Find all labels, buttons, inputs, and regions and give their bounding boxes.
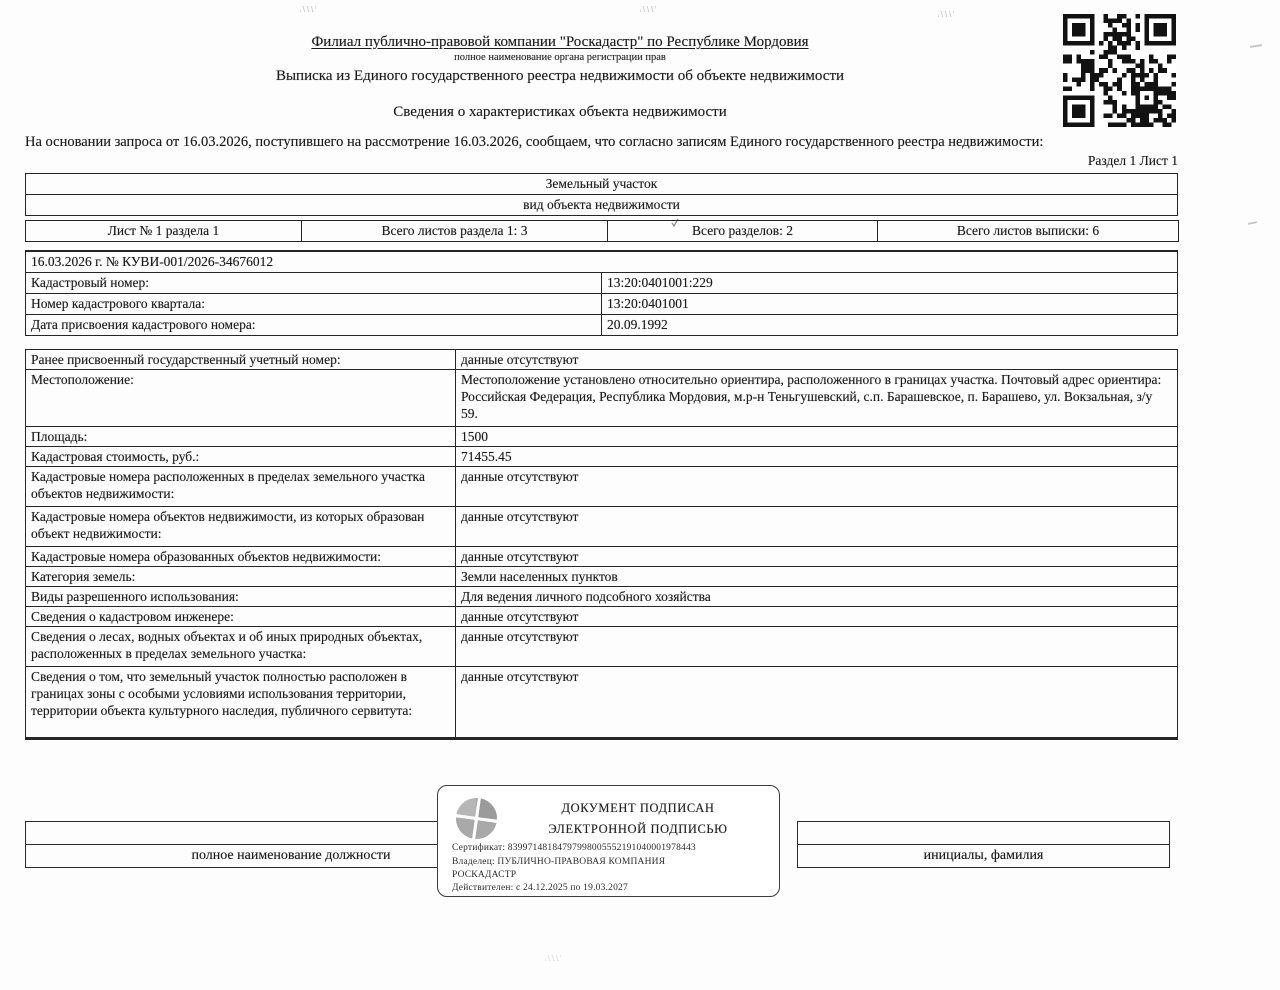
registering-authority-name: Филиал публично-правовой компании "Роскадастр" по Республике Мордовия	[311, 34, 809, 50]
document-title: Выписка из Единого государственного реестра недвижимости об объекте недвижимости	[275, 68, 845, 84]
signature-line	[798, 844, 1169, 845]
name-signature-box	[797, 821, 1170, 868]
object-details-table	[25, 349, 1178, 740]
section-sheet-label: Раздел 1 Лист 1	[1087, 153, 1178, 168]
scan-smudge	[300, 6, 316, 12]
row-value: данные отсутствуют	[456, 467, 1178, 507]
row-value: данные отсутствуют	[456, 350, 1178, 370]
stamp-certificate: Сертификат: 83997148184797998005552191040001978443	[452, 843, 696, 853]
scan-mark	[1250, 44, 1262, 48]
object-type-caption: вид объекта недвижимости	[26, 195, 1178, 216]
name-caption: инициалы, фамилия	[923, 848, 1044, 863]
row-label: Сведения о кадастровом инженере:	[26, 607, 456, 627]
row-label: Дата присвоения кадастрового номера:	[26, 314, 602, 335]
cadastral-number-table	[25, 250, 1178, 336]
row-label: Кадастровые номера образованных объектов недвижимости:	[26, 547, 456, 567]
position-caption: полное наименование должности	[191, 848, 391, 863]
object-type-value: Земельный участок	[26, 174, 1178, 195]
row-label: Площадь:	[26, 427, 456, 447]
stamp-title-line1: ДОКУМЕНТ ПОДПИСАН	[561, 801, 715, 815]
row-value: 1500	[456, 427, 1178, 447]
row-value: Местоположение установлено относительно ориентира, расположенного в границах участка. Почтовый адрес ориентира: Российская Федерация, Республика Мордовия, м.р-н Теньгушевский, с.п. Барашевское, п. Барашево, ул. Вокзальная, з/у 59.	[456, 370, 1178, 427]
sheets-info-table	[25, 220, 1179, 242]
scan-mark	[1248, 221, 1257, 225]
stamp-owner-line2: РОСКАДАСТР	[452, 870, 517, 880]
row-label: Сведения о том, что земельный участок полностью расположен в границах зоны с особыми условиями использования территории, территории объекта культурного наследия, публичного сервитута:	[26, 667, 456, 739]
object-type-table	[25, 173, 1178, 216]
row-label: Кадастровые номера расположенных в пределах земельного участка объектов недвижимости:	[26, 467, 456, 507]
section-title: Сведения о характеристиках объекта недвижимости	[393, 104, 727, 120]
row-label: Виды разрешенного использования:	[26, 587, 456, 607]
row-value: данные отсутствуют	[456, 507, 1178, 547]
roskadastr-logo-icon	[453, 795, 500, 842]
row-value: 13:20:0401001	[602, 293, 1178, 314]
row-label: Кадастровые номера объектов недвижимости, из которых образован объект недвижимости:	[26, 507, 456, 547]
extract-sheets-total-cell: Всего листов выписки: 6	[878, 221, 1179, 242]
row-label: Категория земель:	[26, 567, 456, 587]
stamp-owner: Владелец: ПУБЛИЧНО-ПРАВОВАЯ КОМПАНИЯ	[452, 857, 666, 867]
row-value: Земли населенных пунктов	[456, 567, 1178, 587]
digital-signature-stamp	[437, 785, 780, 897]
row-label: Номер кадастрового квартала:	[26, 293, 602, 314]
row-label: Местоположение:	[26, 370, 456, 427]
row-value: данные отсутствуют	[456, 667, 1178, 739]
sheet-number-cell: Лист № 1 раздела 1	[26, 221, 302, 242]
row-label: Кадастровая стоимость, руб.:	[26, 447, 456, 467]
row-label: Ранее присвоенный государственный учетный номер:	[26, 350, 456, 370]
row-value: данные отсутствуют	[456, 547, 1178, 567]
scan-smudge	[545, 955, 561, 961]
scan-smudge	[640, 6, 656, 12]
row-value: 71455.45	[456, 447, 1178, 467]
document-number: 16.03.2026 г. № КУВИ-001/2026-34676012	[26, 251, 1178, 272]
row-label: Кадастровый номер:	[26, 272, 602, 293]
sections-total-cell: Всего разделов: 2	[608, 221, 878, 242]
document-header	[0, 34, 1120, 121]
section-sheets-total-cell: Всего листов раздела 1: 3	[302, 221, 608, 242]
row-value: данные отсутствуют	[456, 627, 1178, 667]
row-value: Для ведения личного подсобного хозяйства	[456, 587, 1178, 607]
row-value: 20.09.1992	[602, 314, 1178, 335]
request-basis-line: На основании запроса от 16.03.2026, поступившего на рассмотрение 16.03.2026, сообщаем, что согласно записям Единого государственного реестра недвижимости:	[25, 134, 1044, 150]
row-value: 13:20:0401001:229	[602, 272, 1178, 293]
registering-authority-caption: полное наименование органа регистрации прав	[454, 52, 666, 63]
row-value: данные отсутствуют	[456, 607, 1178, 627]
stamp-title-line2: ЭЛЕКТРОННОЙ ПОДПИСЬЮ	[548, 822, 728, 836]
scan-smudge	[938, 11, 954, 17]
row-label: Сведения о лесах, водных объектах и об иных природных объектах, расположенных в пределах земельного участка:	[26, 627, 456, 667]
stamp-validity: Действителен: с 24.12.2025 по 19.03.2027	[452, 883, 628, 893]
